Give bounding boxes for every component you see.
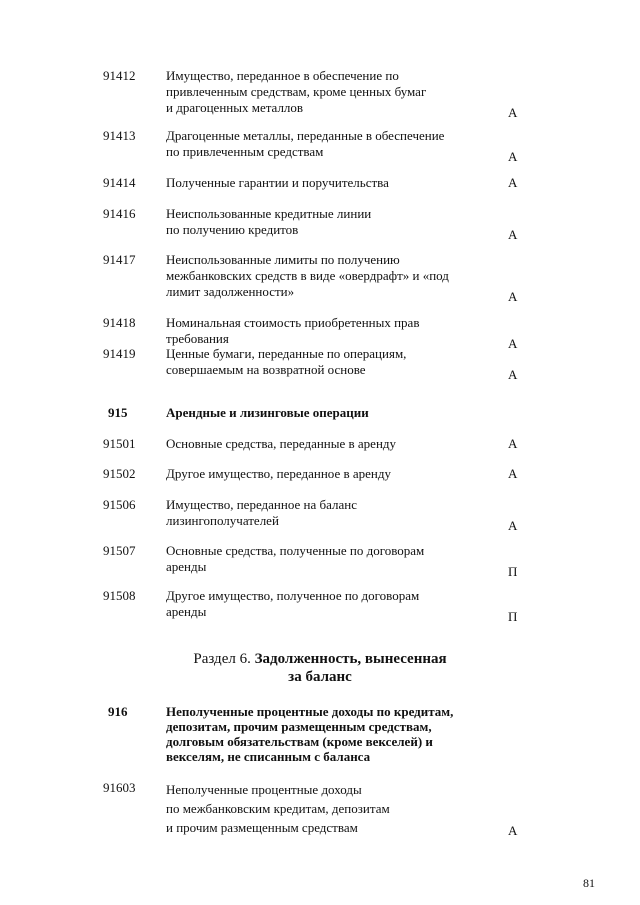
- account-description: [166, 780, 486, 837]
- description-line: и прочим размещенным средствам: [166, 820, 358, 835]
- account-description: [166, 405, 486, 421]
- description-line: Другое имущество, полученное по договорам: [166, 588, 420, 603]
- account-description: [166, 252, 486, 300]
- account-description: [166, 346, 486, 378]
- description-line: Полученные гарантии и поручительства: [166, 175, 389, 190]
- account-code: 91501: [103, 436, 136, 451]
- account-description: [166, 436, 486, 452]
- account-code: 916: [108, 704, 128, 719]
- account-type: А: [508, 175, 518, 190]
- description-line: по межбанковским кредитам, депозитам: [166, 801, 390, 816]
- account-type: А: [508, 289, 518, 304]
- account-description: [166, 497, 486, 529]
- description-line: по получению кредитов: [166, 222, 299, 237]
- account-type: А: [508, 367, 518, 382]
- account-type: А: [508, 436, 518, 451]
- account-code: 91506: [103, 497, 136, 512]
- account-type: П: [508, 564, 518, 579]
- description-line: Основные средства, полученные по договорам: [166, 543, 425, 558]
- description-line: Неполученные процентные доходы: [166, 782, 362, 797]
- description-line: Номинальная стоимость приобретенных прав: [166, 315, 420, 330]
- description-line: Имущество, переданное в обеспечение по: [166, 68, 399, 83]
- account-code: 915: [108, 405, 128, 420]
- account-description: [166, 588, 486, 620]
- account-description: [166, 704, 486, 764]
- account-description: [166, 543, 486, 575]
- description-line: требования: [166, 331, 229, 346]
- account-code: 91417: [103, 252, 136, 267]
- description-line: лизингополучателей: [166, 513, 279, 528]
- account-code: 91414: [103, 175, 136, 190]
- description-line: Имущество, переданное на баланс: [166, 497, 357, 512]
- account-type: П: [508, 609, 518, 624]
- account-code: 91418: [103, 315, 136, 330]
- description-line: Ценные бумаги, переданные по операциям,: [166, 346, 407, 361]
- section-heading-title-line1: Задолженность, вынесенная: [254, 651, 447, 667]
- account-code: 91416: [103, 206, 136, 221]
- section-heading-prefix: Раздел 6.: [193, 651, 255, 667]
- description-line: Неиспользованные кредитные линии: [166, 206, 372, 221]
- page-number: 81: [583, 876, 595, 890]
- account-description: [166, 128, 486, 160]
- section-heading: [0, 650, 640, 668]
- account-code: 91419: [103, 346, 136, 361]
- description-line: Драгоценные металлы, переданные в обеспечение: [166, 128, 445, 143]
- account-type: А: [508, 466, 518, 481]
- account-type: А: [508, 336, 518, 351]
- description-line: долговым обязательствам (кроме векселей) и: [166, 734, 433, 749]
- description-line: Другое имущество, переданное в аренду: [166, 466, 391, 481]
- account-code: 91603: [103, 780, 136, 795]
- description-line: межбанковских средств в виде «овердрафт» и «под: [166, 268, 449, 283]
- description-line: привлеченным средствам, кроме ценных бумаг: [166, 84, 427, 99]
- account-description: [166, 175, 486, 191]
- account-code: 91502: [103, 466, 136, 481]
- account-code: 91412: [103, 68, 136, 83]
- account-type: А: [508, 823, 518, 838]
- description-line: Арендные и лизинговые операции: [166, 405, 369, 420]
- description-line: Неиспользованные лимиты по получению: [166, 252, 400, 267]
- section-heading-title-line2: за баланс: [288, 669, 352, 685]
- description-line: Неполученные процентные доходы по кредитам,: [166, 704, 454, 719]
- account-code: 91413: [103, 128, 136, 143]
- description-line: векселям, не списанным с баланса: [166, 749, 371, 764]
- account-type: А: [508, 227, 518, 242]
- description-line: лимит задолженности»: [166, 284, 295, 299]
- account-code: 91508: [103, 588, 136, 603]
- description-line: по привлеченным средствам: [166, 144, 324, 159]
- account-description: [166, 206, 486, 238]
- description-line: совершаемым на возвратной основе: [166, 362, 366, 377]
- description-line: и драгоценных металлов: [166, 100, 304, 115]
- account-code: 91507: [103, 543, 136, 558]
- account-description: [166, 466, 486, 482]
- description-line: аренды: [166, 559, 207, 574]
- description-line: аренды: [166, 604, 207, 619]
- account-type: А: [508, 518, 518, 533]
- description-line: Основные средства, переданные в аренду: [166, 436, 397, 451]
- account-type: А: [508, 149, 518, 164]
- account-type: А: [508, 105, 518, 120]
- account-description: [166, 68, 486, 116]
- description-line: депозитам, прочим размещенным средствам,: [166, 719, 432, 734]
- account-description: [166, 315, 486, 347]
